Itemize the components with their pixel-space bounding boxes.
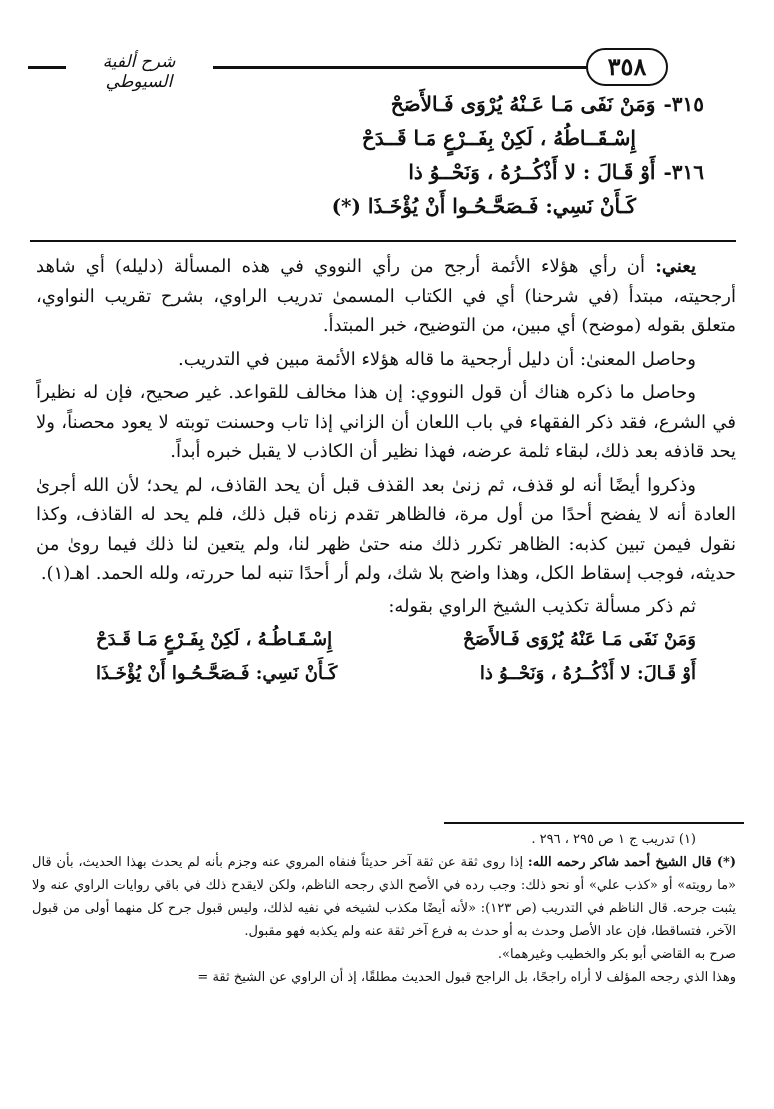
footnote-reference: (١) تدريب ج ١ ص ٢٩٥ ، ٢٩٦ .: [531, 832, 696, 847]
footnote-star: [32, 851, 736, 943]
poem-intro: ثم ذكر مسألة تكذيب الشيخ الراوي بقوله:: [388, 595, 696, 617]
poem-hemistich: كَـأَنْ نَسِي: فَـصَحَّـحُـوا أَنْ يُؤْخَـذَا: [96, 662, 338, 684]
verse-text: وَمَنْ نَفَى مَـا عَـنْهُ يُرْوَى فَـالأَصَحْ: [390, 92, 656, 116]
page-number: ٣٥٨: [586, 48, 668, 86]
verse-text: أَوْ قَـالَ : لا أَذْكُــرُهُ ، وَنَحْــوُ ذا: [408, 160, 656, 184]
header-rule: [213, 66, 590, 69]
commentary-paragraph: وحاصل المعنىٰ: أن دليل أرجحية ما قاله هؤلاء الأئمة مبين في التدريب.: [177, 348, 696, 370]
commentary-paragraph: وحاصل ما ذكره هناك أن قول النووي: إن هذا مخالف للقواعد. غير صحيح، فإن له نظيراً في الشرع، فقد ذكر الفقهاء في باب اللعان أن الزاني إذا تاب وحسنت توبته لا يعود محصناً، ولا يحد قاذفه بعد ذلك، لبقاء ثلمة عرضه، فهذا نظير أن الكاذب لا يقبل خبره أبداً.: [36, 382, 736, 462]
poem-hemistich: وَمَنْ نَفَى مَـا عَنْهُ يُرْوَى فَـالأَصَحْ: [463, 628, 696, 650]
paragraph-lead: يعني:: [655, 256, 696, 277]
verse-text: كَـأَنْ نَسِي: فَـصَحَّـحُـوا أَنْ يُؤْخَـذَا (*): [331, 194, 636, 218]
footnotes: [32, 828, 736, 989]
verse-line: [30, 126, 736, 150]
footnote-rule: [444, 822, 744, 824]
header-rule-short: [28, 66, 66, 69]
verse-block: [30, 88, 736, 228]
footnote-lead: (*) قال الشيخ أحمد شاكر رحمه الله:: [527, 855, 736, 870]
book-title: شرح ألفية السيوطي: [102, 52, 176, 92]
page-header: [28, 46, 740, 92]
commentary-paragraph: [36, 252, 736, 341]
footnote-line: وهذا الذي رجحه المؤلف لا أراه راجحًا، بل الراجح قبول الحديث مطلقًا، إذ أن الراوي عن الشيخ ثقة =: [197, 970, 736, 985]
verse-line: [30, 160, 736, 184]
verse-text: إِسْـقَــاطُهُ ، لَكِنْ بِفَــرْعٍ مَـا قَــدَحْ: [361, 126, 636, 150]
poem-hemistich: إِسْـقَـاطُـهُ ، لَكِنْ بِفَـرْعٍ مَـا قَـدَحْ: [96, 628, 333, 650]
verse-number: ٣١٥-: [663, 92, 704, 116]
footnote-text: إذا روى ثقة عن ثقة آخر حديثاً فنفاه المروي عنه وجزم بأنه لم يحدث بهذا الحديث، بأن قال «ما رويته» أو «كذب علي» أو نحو ذلك: وجب رده في الأصح الذي رجحه الناظم، ولكن لايقدح ذلك في باقي روايات الراوي عنه ولا يثبت جرحه. قال الناظم في التدريب (ص ١٢٣): «لأنه أيضًا مكذب لشيخه في نفيه لذلك، وليس قبول جرح كل منهما أولى من قبول الآخر، فتساقطا، فإن عاد الأصل وحدث به أو حدث به فرع آخر ثقة عنه ولم يكذبه فهو مقبول.: [32, 855, 736, 939]
verse-line: [30, 92, 736, 116]
verse-divider: [30, 240, 736, 242]
commentary-paragraph: وذكروا أيضًا أنه لو قذف، ثم زنىٰ بعد القذف قبل أن يحد القاذف، لم يحد؛ لأن الله أجرىٰ العادة أنه لا يفضح أحدًا من أول مرة، فالظاهر تقدم زناه قبل ذلك، فلم يحد له القاذف، وكذا نقول فيمن تبين كذبه: الظاهر تكرر ذلك منه حتىٰ ظهر لنا، ولم يتعين لنا ذلك فيما روىٰ من حديثه، فوجب إسقاط الكل، وهذا واضح بلا شك، ولم أر أحدًا تنبه لما حررته، ولله الحمد. اهـ(١).: [36, 474, 736, 584]
verse-line: [30, 194, 736, 218]
commentary: [36, 252, 736, 699]
verse-number: ٣١٦-: [663, 160, 704, 184]
paragraph-text: أن رأي هؤلاء الأئمة أرجح من رأي النووي في هذه المسألة (دليله) أي شاهد أرجحيته، مبتدأ (في شرحنا) أي في الكتاب المسمىٰ تدريب الراوي، بشرح تقريب النواوي، متعلق بقوله (موضح) أي مبين، من التوضيح، خبر المبتدأ.: [36, 256, 736, 336]
poem-block: [36, 627, 736, 699]
poem-hemistich: أَوْ قَـالَ: لا أَذْكُــرُهُ ، وَنَحْــوُ ذا: [479, 662, 696, 684]
footnote-line: صرح به القاضي أبو بكر والخطيب وغيرهما».: [497, 947, 736, 962]
